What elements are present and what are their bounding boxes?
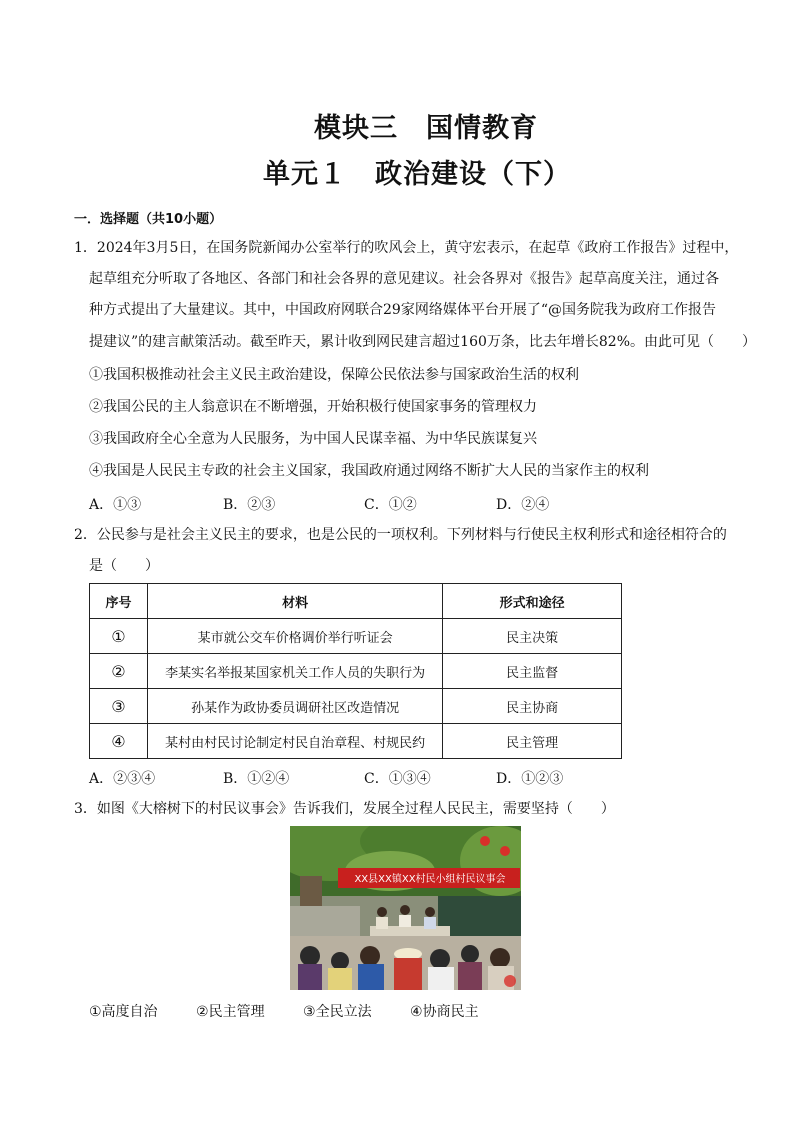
table-row — [90, 654, 622, 689]
table-cell: 某村由村民讨论制定村民自治章程、村规民约 — [147, 724, 442, 759]
q1-statement: ①我国积极推动社会主义民主政治建设，保障公民依法参与国家政治生活的权利 — [89, 367, 579, 383]
table-cell: ① — [90, 619, 148, 654]
q1-statement: ③我国政府全心全意为人民服务，为中国人民谋幸福、为中华民族谋复兴 — [89, 431, 537, 447]
module-title: 模块三 国情教育 — [314, 113, 538, 144]
q1-option-d[interactable]: D．②④ — [496, 497, 550, 513]
section-heading: 一．选择题（共10小题） — [74, 212, 223, 227]
table-cell: 某市就公交车价格调价举行听证会 — [147, 619, 442, 654]
q2-line: 是（ ） — [89, 558, 159, 574]
q1-line: 1．2024年3月5日，在国务院新闻办公室举行的吹风会上，黄守宏表示，在起草《政府工作报告》过程中， — [74, 240, 739, 256]
q3-choice[interactable]: ②民主管理 — [196, 1004, 265, 1020]
table-cell: 民主决策 — [443, 619, 622, 654]
table-cell: 李某实名举报某国家机关工作人员的失职行为 — [147, 654, 442, 689]
q1-option-a[interactable]: A．①③ — [89, 497, 142, 513]
table-header-cell: 序号 — [90, 584, 148, 619]
q2-line: 2．公民参与是社会主义民主的要求，也是公民的一项权利。下列材料与行使民主权利形式和途径相符合的 — [74, 527, 727, 543]
q3-choices — [89, 1001, 513, 1021]
q1-line: 起草组充分听取了各地区、各部门和社会各界的意见建议。社会各界对《报告》起草高度关注，通过各 — [89, 271, 719, 287]
q2-option-a[interactable]: A．②③④ — [89, 771, 156, 787]
table-cell: ② — [90, 654, 148, 689]
q1-option-c[interactable]: C．①② — [364, 497, 417, 513]
banner-text: XX县XX镇XX村民小组村民议事会 — [354, 874, 506, 885]
q2-option-b[interactable]: B．①②④ — [223, 771, 290, 787]
q2-option-c[interactable]: C．①③④ — [364, 771, 431, 787]
q1-statement: ②我国公民的主人翁意识在不断增强，开始积极行使国家事务的管理权力 — [89, 399, 537, 415]
table-cell: 民主监督 — [443, 654, 622, 689]
table-cell: 民主管理 — [443, 724, 622, 759]
q1-line: 提建议”的建言献策活动。截至昨天，累计收到网民建言超过160万条，比去年增长82%。由此可见（ ） — [89, 334, 756, 350]
q1-line: 种方式提出了大量建议。其中，中国政府网联合29家网络媒体平台开展了“@国务院我为政府工作报告 — [89, 302, 716, 318]
table-row — [90, 619, 622, 654]
table-header-cell: 材料 — [147, 584, 442, 619]
q3-choice[interactable]: ①高度自治 — [89, 1004, 158, 1020]
q2-option-d[interactable]: D．①②③ — [496, 771, 564, 787]
q1-option-b[interactable]: B．②③ — [223, 497, 276, 513]
q3-line: 3．如图《大榕树下的村民议事会》告诉我们，发展全过程人民民主，需要坚持（ ） — [74, 801, 615, 817]
q2-table — [89, 583, 622, 759]
table-cell: 民主协商 — [443, 689, 622, 724]
q3-choice[interactable]: ④协商民主 — [410, 1004, 479, 1020]
unit-title: 单元１ 政治建设（下） — [263, 159, 571, 190]
table-cell: ④ — [90, 724, 148, 759]
table-header-cell: 形式和途径 — [443, 584, 622, 619]
table-cell: 孙某作为政协委员调研社区改造情况 — [147, 689, 442, 724]
table-row — [90, 724, 622, 759]
village-meeting-photo — [290, 826, 521, 990]
q1-statement: ④我国是人民民主专政的社会主义国家，我国政府通过网络不断扩大人民的当家作主的权利 — [89, 463, 649, 479]
q3-choice[interactable]: ③全民立法 — [303, 1004, 372, 1020]
table-header-row — [90, 584, 622, 619]
table-cell: ③ — [90, 689, 148, 724]
table-row — [90, 689, 622, 724]
